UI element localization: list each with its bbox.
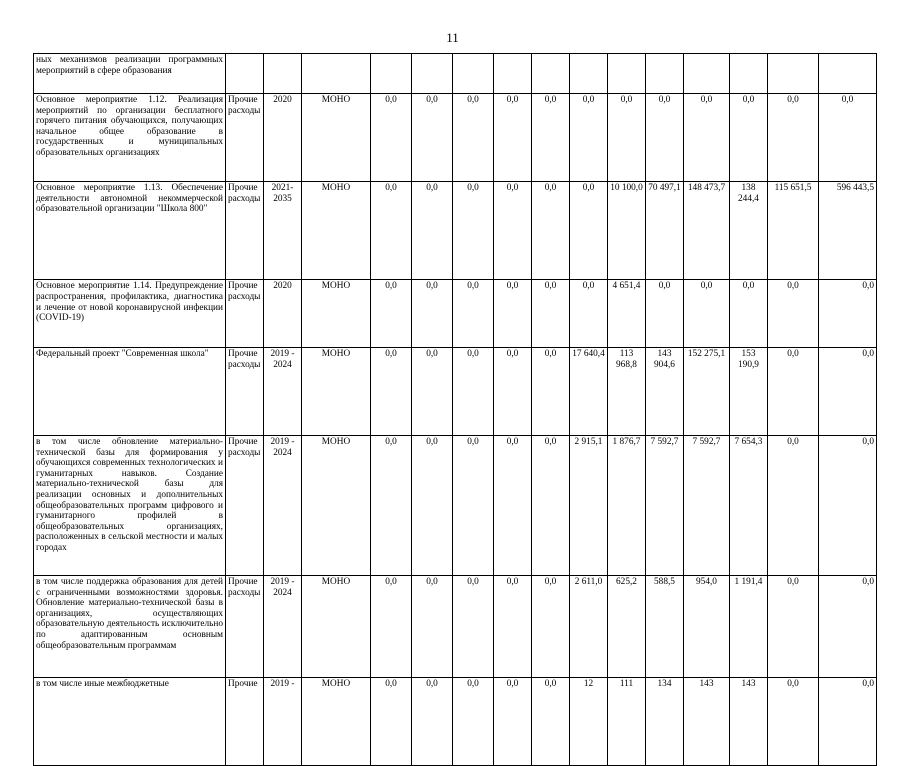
row-value: 0,0 — [730, 94, 768, 182]
row-value: 0,0 — [768, 348, 819, 436]
row-value: 0,0 — [646, 280, 684, 348]
row-value: 0,0 — [494, 280, 532, 348]
row-organization: МОНО — [302, 678, 371, 766]
row-description: Федеральный проект "Современная школа" — [34, 348, 226, 436]
row-value: 0,0 — [684, 280, 730, 348]
row-value: 7 654,3 — [730, 436, 768, 576]
row-value: 0,0 — [570, 280, 608, 348]
row-value: 0,0 — [494, 576, 532, 678]
row-years: 2019 - 2024 — [264, 348, 302, 436]
row-funding-source: Прочие расходы — [226, 348, 264, 436]
row-value: 0,0 — [768, 436, 819, 576]
table-row — [34, 182, 877, 280]
row-value: 0,0 — [768, 94, 819, 182]
row-years: 2020 — [264, 280, 302, 348]
row-value — [453, 54, 494, 94]
row-value: 148 473,7 — [684, 182, 730, 280]
row-value: 4 651,4 — [608, 280, 646, 348]
row-value: 0,0 — [453, 576, 494, 678]
table-row — [34, 436, 877, 576]
row-funding-source: Прочие расходы — [226, 94, 264, 182]
row-value: 0,0 — [819, 94, 877, 182]
row-value: 0,0 — [494, 348, 532, 436]
budget-table — [33, 53, 877, 766]
row-value: 2 915,1 — [570, 436, 608, 576]
row-value: 0,0 — [768, 678, 819, 766]
row-funding-source — [226, 54, 264, 94]
row-value: 0,0 — [412, 576, 453, 678]
row-value: 0,0 — [371, 678, 412, 766]
row-value: 152 275,1 — [684, 348, 730, 436]
row-value: 0,0 — [412, 182, 453, 280]
row-value: 1 876,7 — [608, 436, 646, 576]
row-value: 0,0 — [453, 436, 494, 576]
row-value: 0,0 — [819, 436, 877, 576]
row-value: 7 592,7 — [646, 436, 684, 576]
row-value: 596 443,5 — [819, 182, 877, 280]
row-value: 0,0 — [453, 94, 494, 182]
row-years: 2019 - — [264, 678, 302, 766]
row-organization: МОНО — [302, 348, 371, 436]
row-value: 0,0 — [819, 678, 877, 766]
row-value: 0,0 — [371, 94, 412, 182]
row-description: ных механизмов реализации программных мероприятий в сфере образования — [34, 54, 226, 94]
row-funding-source: Прочие расходы — [226, 576, 264, 678]
row-value: 2 611,0 — [570, 576, 608, 678]
row-value — [646, 54, 684, 94]
row-organization: МОНО — [302, 182, 371, 280]
table-row — [34, 54, 877, 94]
row-value — [684, 54, 730, 94]
row-value: 0,0 — [768, 280, 819, 348]
row-value: 143 904,6 — [646, 348, 684, 436]
row-value — [532, 54, 570, 94]
row-value — [608, 54, 646, 94]
row-value: 143 — [730, 678, 768, 766]
table-row — [34, 678, 877, 766]
row-value: 588,5 — [646, 576, 684, 678]
row-value: 115 651,5 — [768, 182, 819, 280]
row-value: 0,0 — [494, 678, 532, 766]
row-value: 0,0 — [819, 576, 877, 678]
row-funding-source: Прочие расходы — [226, 182, 264, 280]
row-value: 0,0 — [453, 280, 494, 348]
row-value: 0,0 — [730, 280, 768, 348]
row-description: Основное мероприятие 1.14. Предупреждение распространения, профилактика, диагностика и лечение от новой коронавирусной инфекции (COVID-19) — [34, 280, 226, 348]
row-value: 12 — [570, 678, 608, 766]
row-value: 113 968,8 — [608, 348, 646, 436]
row-value: 0,0 — [768, 576, 819, 678]
table-row — [34, 576, 877, 678]
row-value: 0,0 — [494, 94, 532, 182]
row-value: 0,0 — [532, 436, 570, 576]
row-value: 134 — [646, 678, 684, 766]
row-value: 10 100,0 — [608, 182, 646, 280]
table-row — [34, 94, 877, 182]
row-organization: МОНО — [302, 280, 371, 348]
row-value — [570, 54, 608, 94]
row-years: 2020 — [264, 94, 302, 182]
row-value: 0,0 — [494, 436, 532, 576]
row-value — [494, 54, 532, 94]
row-value: 0,0 — [453, 182, 494, 280]
row-value: 0,0 — [532, 576, 570, 678]
row-value: 17 640,4 — [570, 348, 608, 436]
row-value — [371, 54, 412, 94]
row-value: 0,0 — [371, 280, 412, 348]
row-value: 138 244,4 — [730, 182, 768, 280]
row-value: 0,0 — [532, 678, 570, 766]
row-value: 0,0 — [570, 94, 608, 182]
row-value: 0,0 — [684, 94, 730, 182]
row-value: 0,0 — [532, 94, 570, 182]
row-value: 70 497,1 — [646, 182, 684, 280]
table-row — [34, 348, 877, 436]
row-value: 0,0 — [371, 576, 412, 678]
row-value — [819, 54, 877, 94]
row-organization: МОНО — [302, 94, 371, 182]
row-value: 0,0 — [570, 182, 608, 280]
row-value: 0,0 — [532, 182, 570, 280]
row-value: 0,0 — [494, 182, 532, 280]
row-description: Основное мероприятие 1.13. Обеспечение деятельности автономной некоммерческой образовательной организации "Школа 800" — [34, 182, 226, 280]
row-years: 2019 - 2024 — [264, 436, 302, 576]
row-value: 1 191,4 — [730, 576, 768, 678]
row-value: 0,0 — [412, 678, 453, 766]
row-value: 0,0 — [412, 348, 453, 436]
row-funding-source: Прочие расходы — [226, 280, 264, 348]
row-value: 0,0 — [412, 280, 453, 348]
row-years: 2019 - 2024 — [264, 576, 302, 678]
row-organization: МОНО — [302, 436, 371, 576]
row-organization — [302, 54, 371, 94]
page-number: 11 — [446, 30, 459, 45]
row-value: 0,0 — [453, 348, 494, 436]
row-description: в том числе поддержка образования для детей с ограниченными возможностями здоровья. Обновление материально-технической базы в организациях, осуществляющих образовательную деятельность исключительно по адаптированным основным общеобразовательным программам — [34, 576, 226, 678]
row-value: 143 — [684, 678, 730, 766]
row-value — [768, 54, 819, 94]
row-organization: МОНО — [302, 576, 371, 678]
row-value: 0,0 — [819, 280, 877, 348]
row-value: 0,0 — [646, 94, 684, 182]
row-value: 7 592,7 — [684, 436, 730, 576]
table-row — [34, 280, 877, 348]
row-value: 0,0 — [412, 94, 453, 182]
row-value: 0,0 — [532, 348, 570, 436]
row-years: 2021-2035 — [264, 182, 302, 280]
row-value: 0,0 — [371, 348, 412, 436]
row-description: в том числе обновление материально-технической базы для формирования у обучающихся современных технологических и гуманитарных навыков. Создание материально-технической базы для реализации основных и дополнительных общеобразовательных программ цифрового и гуманитарного профилей в общеобразовательных организациях, расположенных в сельской местности и малых городах — [34, 436, 226, 576]
row-value: 0,0 — [371, 182, 412, 280]
row-value: 954,0 — [684, 576, 730, 678]
row-value: 0,0 — [453, 678, 494, 766]
row-value: 153 190,9 — [730, 348, 768, 436]
row-value: 111 — [608, 678, 646, 766]
row-value: 0,0 — [371, 436, 412, 576]
row-funding-source: Прочие расходы — [226, 436, 264, 576]
row-value: 0,0 — [532, 280, 570, 348]
row-value: 0,0 — [608, 94, 646, 182]
row-description: Основное мероприятие 1.12. Реализация мероприятий по организации бесплатного горячего питания обучающихся, получающих начальное общее образование в государственных и муниципальных образовательных организациях — [34, 94, 226, 182]
row-value: 0,0 — [412, 436, 453, 576]
row-funding-source: Прочие — [226, 678, 264, 766]
row-years — [264, 54, 302, 94]
row-value — [412, 54, 453, 94]
row-value: 625,2 — [608, 576, 646, 678]
row-description: в том числе иные межбюджетные — [34, 678, 226, 766]
row-value: 0,0 — [819, 348, 877, 436]
row-value — [730, 54, 768, 94]
